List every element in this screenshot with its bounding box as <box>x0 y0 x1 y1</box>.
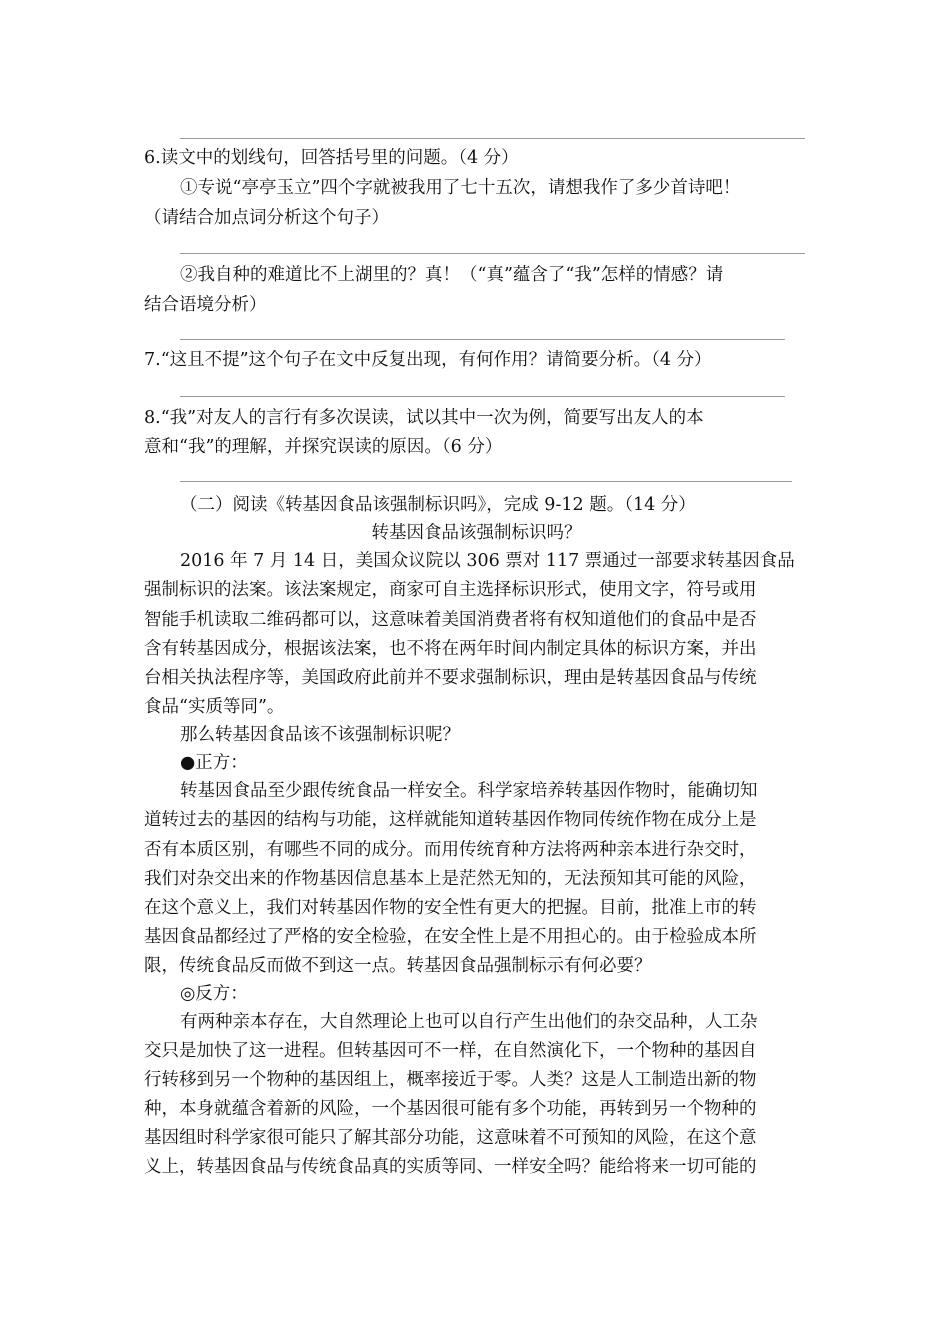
answer-line <box>180 396 785 397</box>
pro-line1: 转基因食品至少跟传统食品一样安全。科学家培养转基因作物时，能确切知 <box>180 781 758 801</box>
article-p1-line3: 智能手机读取二维码都可以，这意味着美国消费者将有权知道他们的食品中是否 <box>144 610 757 630</box>
answer-line <box>180 253 805 254</box>
con-line6: 义上，转基因食品与传统食品真的实质等同、一样安全吗？能给将来一切可能的 <box>144 1157 757 1177</box>
con-line3: 行转移到另一个物种的基因组上，概率接近于零。人类？这是人工制造出新的物 <box>144 1070 757 1090</box>
con-line5: 基因组时科学家很可能只了解其部分功能，这意味着不可预知的风险，在这个意 <box>144 1128 757 1148</box>
article-p1-line2: 强制标识的法案。该法案规定，商家可自主选择标识形式，使用文字，符号或用 <box>144 580 757 600</box>
answer-line <box>180 481 792 482</box>
article-p1-line6: 食品“实质等同”。 <box>144 697 285 717</box>
pro-line5: 在这个意义上，我们对转基因作物的安全性有更大的把握。目前，批准上市的转 <box>144 898 757 918</box>
con-label: ◎反方： <box>180 984 248 1004</box>
question-6-sub1-line1: ①专说“亭亭玉立”四个字就被我用了七十五次，请想我作了多少首诗吧！ <box>180 178 741 198</box>
pro-label: ●正方： <box>180 753 248 773</box>
question-6-sub2-line1: ②我自种的难道比不上湖里的？真！（“真”蕴含了“我”怎样的情感？请 <box>180 265 724 285</box>
section-2-intro: （二）阅读《转基因食品该强制标识吗》，完成 9-12 题。（14 分） <box>180 495 696 515</box>
article-p2: 那么转基因食品该不该强制标识呢？ <box>180 725 460 745</box>
pro-line4: 我们对杂交出来的作物基因信息基本上是茫然无知的，无法预知其可能的风险， <box>144 869 757 889</box>
article-p1-line1: 2016 年 7 月 14 日，美国众议院以 306 票对 117 票通过一部要求转基因食品 <box>180 551 795 571</box>
con-line4: 种，本身就蕴含着新的风险，一个基因很可能有多个功能，再转到另一个物种的 <box>144 1099 757 1119</box>
question-7-title: 7.“这且不提”这个句子在文中反复出现，有何作用？请简要分析。（4 分） <box>144 350 712 370</box>
con-line2: 交只是加快了这一进程。但转基因可不一样，在自然演化下，一个物种的基因自 <box>144 1041 757 1061</box>
pro-line7: 限，传统食品反而做不到这一点。转基因食品强制标示有何必要？ <box>144 956 652 976</box>
article-title: 转基因食品该强制标识吗？ <box>371 523 582 543</box>
pro-line2: 道转过去的基因的结构与功能，这样就能知道转基因作物同传统作物在成分上是 <box>144 810 757 830</box>
question-6-title: 6.读文中的划线句，回答括号里的问题。（4 分） <box>144 148 519 168</box>
question-8-line2: 意和“我”的理解，并探究误读的原因。（6 分） <box>144 437 503 457</box>
article-p1-line4: 含有转基因成分，根据该法案，也不将在两年时间内制定具体的标识方案，并出 <box>144 639 757 659</box>
question-8-line1: 8.“我”对友人的言行有多次误读，试以其中一次为例，简要写出友人的本 <box>144 408 704 428</box>
con-line1: 有两种亲本存在，大自然理论上也可以自行产生出他们的杂交品种，人工杂 <box>180 1012 758 1032</box>
pro-line3: 否有本质区别，有哪些不同的成分。而用传统育种方法将两种亲本进行杂交时， <box>144 840 757 860</box>
question-6-sub1-line2: （请结合加点词分析这个句子） <box>144 208 389 228</box>
answer-line <box>180 339 785 340</box>
answer-line <box>180 138 805 139</box>
pro-line6: 基因食品都经过了严格的安全检验，在安全性上是不用担心的。由于检验成本所 <box>144 927 757 947</box>
article-p1-line5: 台相关执法程序等，美国政府此前并不要求强制标识，理由是转基因食品与传统 <box>144 668 757 688</box>
question-6-sub2-line2: 结合语境分析） <box>144 295 267 315</box>
